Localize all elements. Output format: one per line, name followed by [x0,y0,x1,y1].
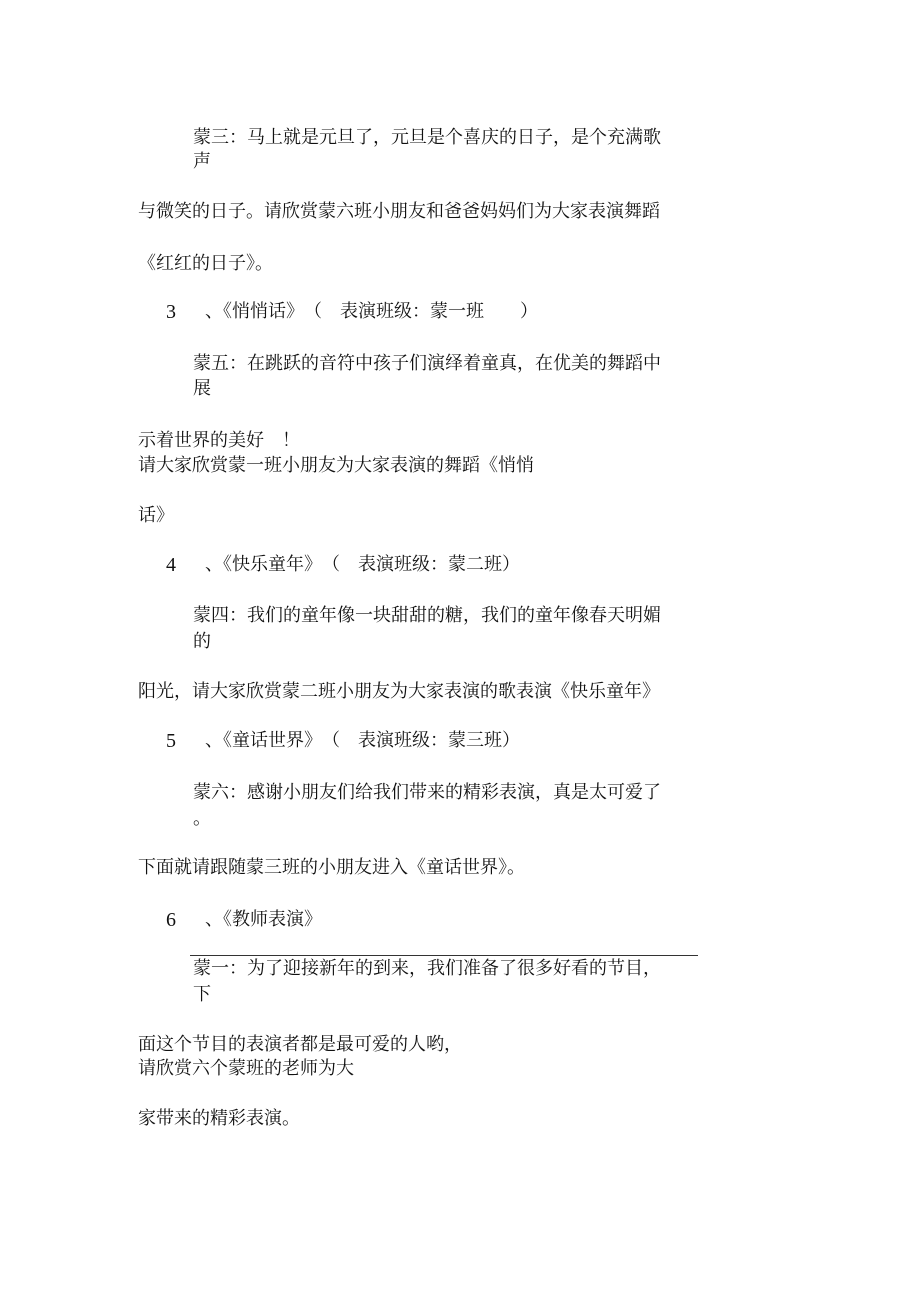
speaker-line: 蒙五：在跳跃的音符中孩子们演绎着童真，在优美的舞蹈中 [193,353,661,374]
body-line: 《红红的日子》。 [138,253,273,274]
speaker-line-wrap: 。 [193,808,211,829]
body-line: 请欣赏六个蒙班的老师为大 [138,1058,354,1079]
speaker-line: 蒙六：感谢小朋友们给我们带来的精彩表演，真是太可爱了 [193,782,661,803]
body-line: 面这个节目的表演者都是最可爱的人哟， [138,1034,462,1055]
speaker-line-wrap: 声 [193,151,211,172]
program-item-title: 、《快乐童年》 （ 表演班级：蒙二班） [205,554,520,575]
speaker-line: 蒙一：为了迎接新年的到来，我们准备了很多好看的节目， [193,958,661,979]
speaker-line: 蒙四：我们的童年像一块甜甜的糖，我们的童年像春天明媚 [193,605,661,626]
speaker-line: 蒙三：马上就是元旦了，元旦是个喜庆的日子，是个充满歌 [193,127,661,148]
body-line: 示着世界的美好 ！ [138,430,300,451]
program-item-number: 5 [166,730,176,752]
body-line: 与微笑的日子。请欣赏蒙六班小朋友和爸爸妈妈们为大家表演舞蹈 [138,201,660,222]
program-item-number: 6 [166,909,176,931]
horizontal-rule [190,955,698,956]
body-line: 话》 [138,505,174,526]
body-line: 下面就请跟随蒙三班的小朋友进入《童话世界》。 [138,857,525,878]
program-item-title: 、《悄悄话》 （ 表演班级：蒙一班 ） [205,301,538,322]
body-line: 请大家欣赏蒙一班小朋友为大家表演的舞蹈《悄悄 [138,455,534,476]
program-item-number: 4 [166,554,176,576]
body-line: 家带来的精彩表演。 [138,1108,300,1129]
program-item-title: 、《教师表演》 [205,909,322,930]
program-item-title: 、《童话世界》 （ 表演班级：蒙三班） [205,730,520,751]
body-line: 阳光，请大家欣赏蒙二班小朋友为大家表演的歌表演《快乐童年》 [138,681,660,702]
program-item-number: 3 [166,301,176,323]
speaker-line-wrap: 下 [193,984,211,1005]
speaker-line-wrap: 的 [193,631,211,652]
speaker-line-wrap: 展 [193,378,211,399]
